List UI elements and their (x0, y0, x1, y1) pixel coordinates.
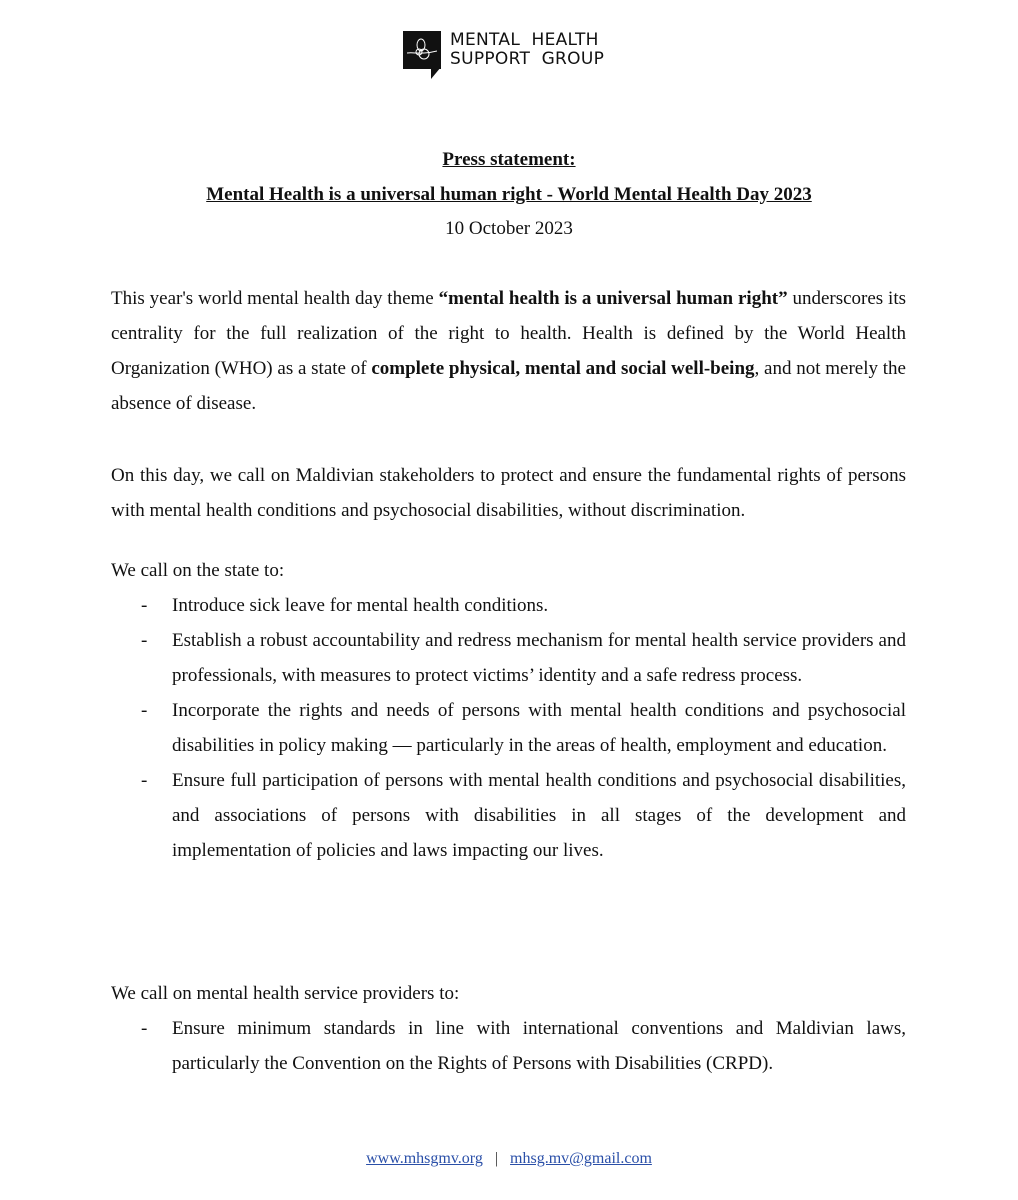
logo-line-2: SUPPORT GROUP (450, 49, 605, 69)
footer (0, 1150, 1018, 1168)
list-item-text: Ensure minimum standards in line with international conventions and Maldivian laws, particularly the Convention on the Rights of Persons with Disabilities (CRPD). (172, 1018, 906, 1074)
theme-quote: “mental health is a universal human right” (438, 288, 788, 309)
bullet: - (141, 770, 148, 791)
logo-line-1: MENTAL HEALTH (450, 30, 599, 50)
separator: | (494, 1150, 499, 1167)
list-item (111, 763, 906, 868)
state-list (111, 588, 906, 868)
bullet: - (141, 595, 148, 616)
text: , and not merely the absence of disease. (111, 358, 906, 414)
who-definition: complete physical, mental and social well-being (371, 358, 755, 379)
list-item (111, 623, 906, 693)
list-item-text: Establish a robust accountability and redress mechanism for mental health service providers and professionals, with measures to protect victims’ identity and a safe redress process. (172, 630, 906, 686)
state-intro: We call on the state to: (111, 560, 285, 581)
bullet: - (141, 630, 148, 651)
bullet: - (141, 700, 148, 721)
list-item (111, 1011, 906, 1081)
list-item (111, 588, 906, 623)
list-item-text: Ensure full participation of persons with mental health conditions and psychosocial disabilities, and associations of persons with disabilities in all stages of the development and implementation of policies and laws impacting our lives. (172, 770, 906, 861)
providers-intro: We call on mental health service providers to: (111, 983, 460, 1004)
statement-date: 10 October 2023 (445, 218, 573, 239)
list-item-text: Incorporate the rights and needs of persons with mental health conditions and psychosocial disabilities in policy making — particularly in the areas of health, employment and education. (172, 700, 906, 756)
email-link[interactable]: mhsg.mv@gmail.com (510, 1150, 652, 1167)
paragraph-theme (111, 281, 906, 421)
text: underscores its centrality for the full realization of the right to health. Health is defined by the World Health Organization (WHO) as a state of (111, 288, 906, 379)
organization-logo (403, 31, 604, 69)
providers-list (111, 1011, 906, 1081)
statement-title: Mental Health is a universal human right - World Mental Health Day 2023 (206, 184, 812, 205)
text: This year's world mental health day theme (111, 288, 439, 309)
list-item (111, 693, 906, 763)
logo-speech-bubble-icon (403, 31, 441, 69)
list-item-text: Introduce sick leave for mental health conditions. (172, 595, 549, 616)
bullet: - (141, 1018, 148, 1039)
statement-label: Press statement: (442, 149, 576, 170)
website-link[interactable]: www.mhsgmv.org (366, 1150, 483, 1167)
paragraph-call: On this day, we call on Maldivian stakeholders to protect and ensure the fundamental rights of persons with mental health conditions and psychosocial disabilities, without discrimination. (111, 465, 906, 521)
